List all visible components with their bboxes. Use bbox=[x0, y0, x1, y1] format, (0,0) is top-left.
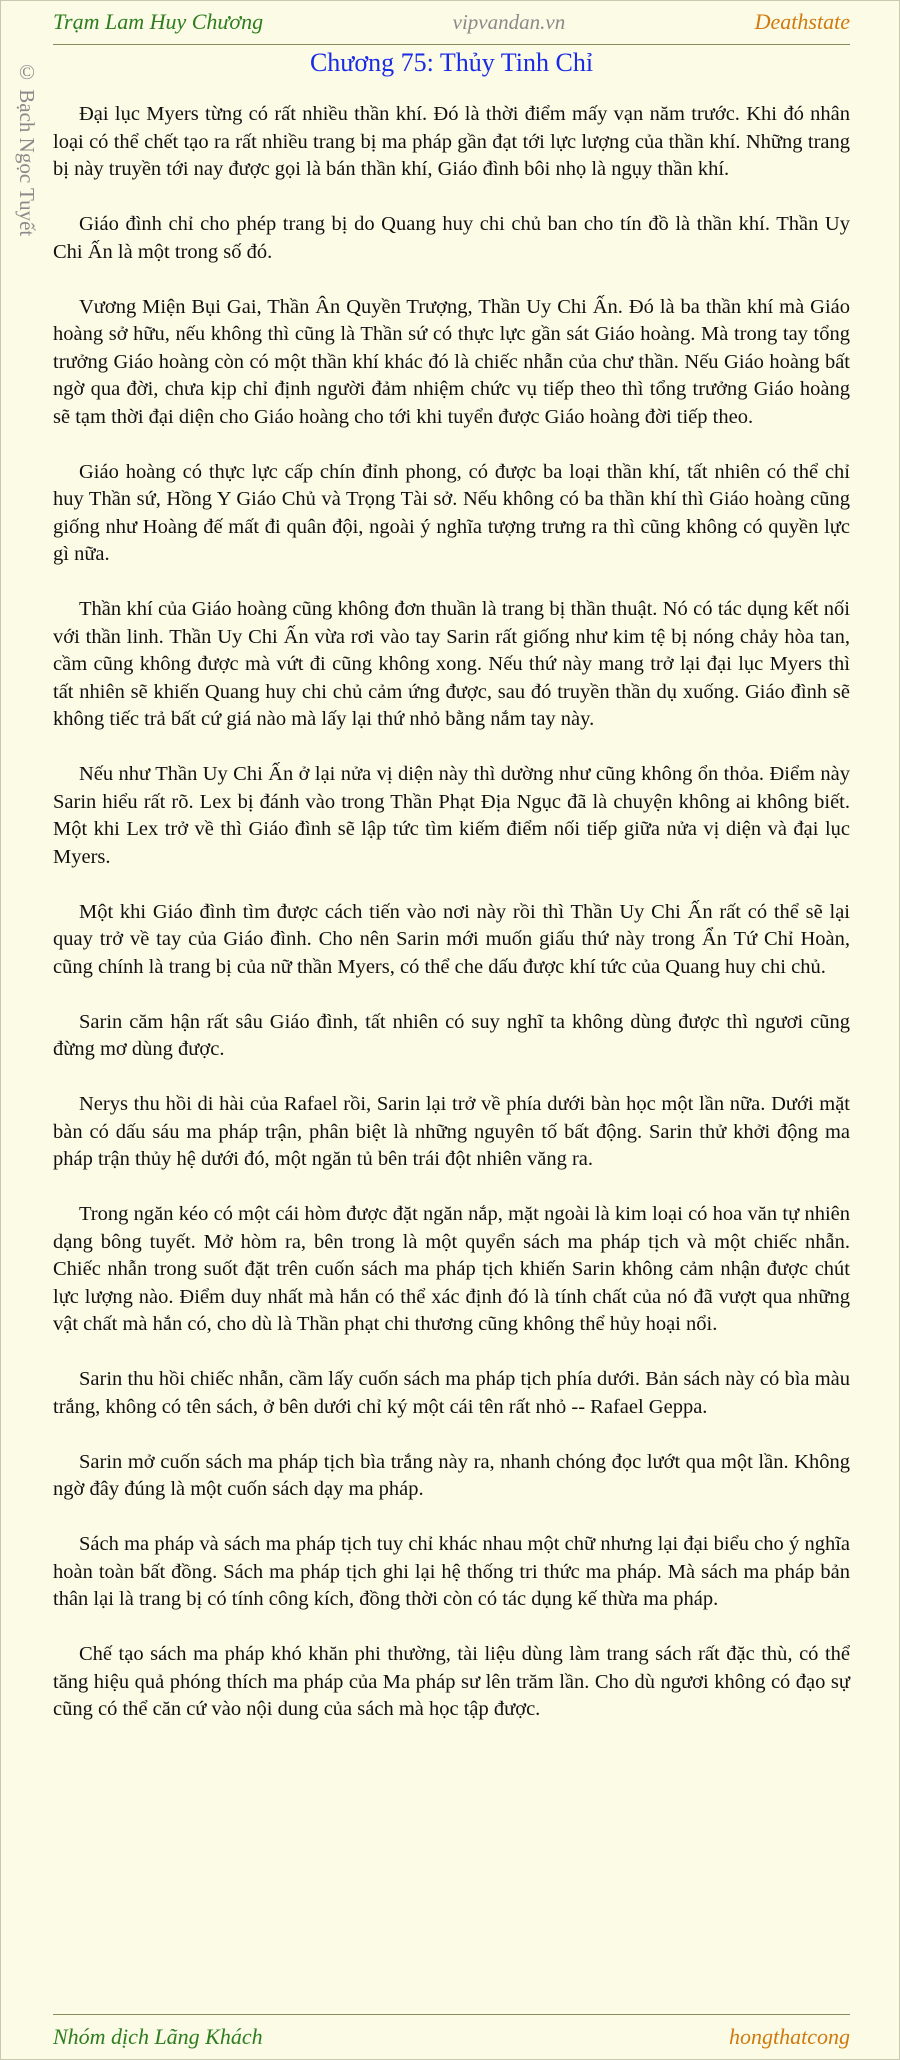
paragraph: Chế tạo sách ma pháp khó khăn phi thường, tài liệu dùng làm trang sách rất đặc thù, có thể tăng hiệu quả phóng thích ma pháp của Ma pháp sư lên trăm lần. Cho dù ngươi không có đạo sự cũng có thể căn cứ vào nội dung của sách mà học tập được. bbox=[53, 1643, 850, 1720]
header-site: vipvandan.vn bbox=[452, 9, 566, 34]
header-author: Deathstate bbox=[754, 9, 850, 34]
paragraph: Sarin thu hồi chiếc nhẫn, cầm lấy cuốn sách ma pháp tịch phía dưới. Bản sách này có bìa màu trắng, không có tên sách, ở bên dưới chỉ ký một cái tên rất nhỏ -- Rafael Geppa. bbox=[53, 1368, 850, 1418]
paragraph: Đại lục Myers từng có rất nhiều thần khí. Đó là thời điểm mấy vạn năm trước. Khi đó nhân loại có thể chết tạo ra rất nhiều trang bị ma pháp gần đạt tới lực lượng của thần khí. Những trang bị này truyền tới nay được gọi là bán thần khí, Giáo đình bôi nhọ là ngụy thần khí. bbox=[53, 103, 850, 180]
paragraph: Thần khí của Giáo hoàng cũng không đơn thuần là trang bị thần thuật. Nó có tác dụng kết nối với thần linh. Thần Uy Chi Ấn vừa rơi vào tay Sarin rất giống như kim tệ bị nóng chảy hòa tan, cầm cũng không được mà vứt đi cũng không xong. Nếu thứ này mang trở lại đại lục Myers thì tất nhiên sẽ khiến Quang huy chi chủ cảm ứng được, sau đó truyền thần dụ xuống. Giáo đình sẽ không tiếc trả bất cứ giá nào mà lấy lại thứ nhỏ bằng nắm tay này. bbox=[53, 598, 850, 730]
chapter-title: Chương 75: Thủy Tinh Chỉ bbox=[309, 48, 594, 77]
paragraph: Trong ngăn kéo có một cái hòm được đặt ngăn nắp, mặt ngoài là kim loại có hoa văn tự nhiên dạng bông tuyết. Mở hòm ra, bên trong là một quyển sách ma pháp tịch và một chiếc nhẫn. Chiếc nhẫn trong suốt đặt trên cuốn sách ma pháp tịch khiến Sarin không cảm nhận được chút lực lượng nào. Điểm duy nhất mà hắn có thể xác định đó là tính chất của nó đã vượt qua những vật chất mà hắn có, cho dù là Thần phạt chi thương cũng không thể hủy hoại nổi. bbox=[53, 1203, 850, 1335]
paragraph: Sarin căm hận rất sâu Giáo đình, tất nhiên có suy nghĩ ta không dùng được thì ngươi cũng đừng mơ dùng được. bbox=[53, 1010, 850, 1060]
paragraph: Giáo hoàng có thực lực cấp chín đỉnh phong, có được ba loại thần khí, tất nhiên có thể chỉ huy Thần sứ, Hồng Y Giáo Chủ và Trọng Tài sở. Nếu không có ba thần khí thì Giáo hoàng cũng giống như Hoàng đế mất đi quân đội, ngoài ý nghĩa tượng trưng ra thì cũng không có quyền lực gì nữa. bbox=[53, 460, 850, 565]
paragraph: Sarin mở cuốn sách ma pháp tịch bìa trắng này ra, nhanh chóng đọc lướt qua một lần. Không ngờ đây đúng là một cuốn sách dạy ma pháp. bbox=[53, 1450, 850, 1500]
header-book-title: Trạm Lam Huy Chương bbox=[53, 9, 264, 34]
paragraph: Vương Miện Bụi Gai, Thần Ân Quyền Trượng, Thần Uy Chi Ấn. Đó là ba thần khí mà Giáo hoàng sở hữu, nếu không thì cũng là Thần sứ có thực lực gần sát Giáo hoàng. Mà trong tay tổng trưởng Giáo hoàng còn có một thần khí khác đó là chiếc nhẫn của chư thần. Nếu Giáo hoàng bất ngờ qua đời, chưa kịp chỉ định người đảm nhiệm chức vụ tiếp theo thì tổng trưởng Giáo hoàng sẽ tạm thời đại diện cho Giáo hoàng cho tới khi tuyển được Giáo hoàng đời tiếp theo. bbox=[53, 295, 850, 428]
paragraph: Sách ma pháp và sách ma pháp tịch tuy chỉ khác nhau một chữ nhưng lại đại biểu cho ý nghĩa hoàn toàn bất đồng. Sách ma pháp tịch ghi lại hệ thống tri thức ma pháp. Mà sách ma pháp bản thân lại là trang bị có tính công kích, đồng thời còn có tác dụng kế thừa ma pháp. bbox=[53, 1533, 850, 1610]
side-watermark: © Bạch Ngọc Tuyết bbox=[15, 60, 39, 237]
paragraph: Một khi Giáo đình tìm được cách tiến vào nơi này rồi thì Thần Uy Chi Ấn rất có thể sẽ lại quay trở về tay của Giáo đình. Cho nên Sarin mới muốn giấu thứ này trong Ẩn Tứ Chỉ Hoàn, cũng chính là trang bị của nữ thần Myers, có thể che dấu được khí tức của Quang huy chi chủ. bbox=[53, 900, 850, 978]
page-footer bbox=[53, 2014, 850, 2059]
paragraph: Giáo đình chỉ cho phép trang bị do Quang huy chi chủ ban cho tín đồ là thần khí. Thần Uy Chi Ấn là một trong số đó. bbox=[53, 213, 850, 263]
page-header bbox=[53, 0, 850, 45]
footer-editor: hongthatcong bbox=[729, 2024, 850, 2049]
paragraph: Nếu như Thần Uy Chi Ấn ở lại nửa vị diện này thì dường như cũng không ổn thỏa. Điểm này Sarin hiểu rất rõ. Lex bị đánh vào trong Thần Phạt Địa Ngục đã là chuyện không ai không biết. Một khi Lex trở về thì Giáo đình sẽ lập tức tìm kiếm điểm nối tiếp giữa nửa vị diện và đại lục Myers. bbox=[53, 763, 850, 868]
paragraph: Nerys thu hồi di hài của Rafael rồi, Sarin lại trở về phía dưới bàn học một lần nữa. Dưới mặt bàn có dấu sáu ma pháp trận, phân biệt là những nguyên tố bất động. Sarin thử khởi động ma pháp trận thủy hệ dưới đó, một ngăn tủ bên trái đột nhiên văng ra. bbox=[53, 1093, 850, 1170]
footer-translator: Nhóm dịch Lãng Khách bbox=[53, 2024, 263, 2049]
chapter-body bbox=[53, 101, 850, 1751]
